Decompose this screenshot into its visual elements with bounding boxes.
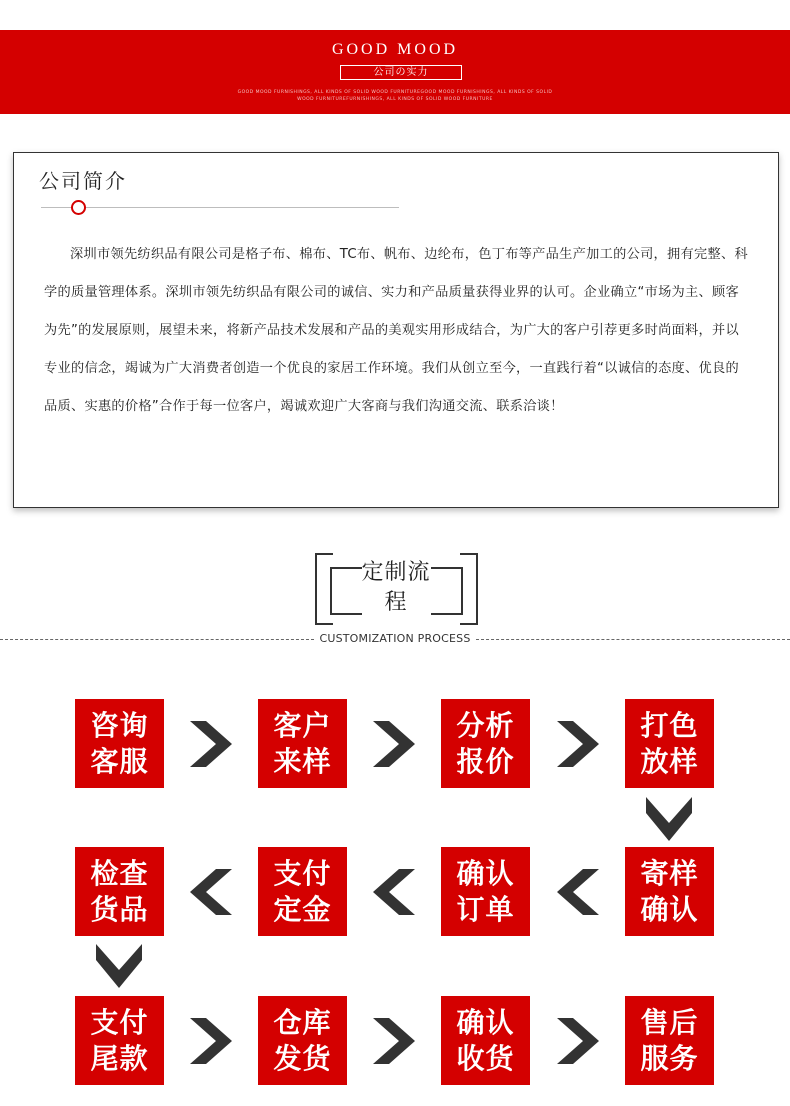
- step-label: 寄样确认: [640, 856, 699, 926]
- step-label: 检查货品: [90, 856, 149, 926]
- step-box-12: [625, 996, 714, 1085]
- step-box-6: [258, 847, 347, 936]
- step-box-4: [625, 699, 714, 788]
- dashed-divider-left: [0, 639, 314, 640]
- brand-name: GOOD MOOD: [331, 41, 459, 58]
- step-label: 售后服务: [640, 1005, 699, 1075]
- top-banner: [0, 30, 790, 114]
- banner-fineprint-line-1: GOOD MOOD FURNISHINGS, ALL KINDS OF SOLID WOOD FURNITUREGOOD MOOD FURNISHINGS, ALL KINDS OF SOLID: [237, 90, 553, 95]
- chevron-right-icon: [190, 721, 232, 767]
- step-box-8: [625, 847, 714, 936]
- intro-title: 公司简介: [39, 169, 127, 193]
- company-intro-card: [13, 152, 779, 508]
- right-inner-bracket: [431, 567, 463, 615]
- chevron-right-icon: [190, 1018, 232, 1064]
- chevron-left-icon: [373, 869, 415, 915]
- step-label: 确认收货: [456, 1005, 515, 1075]
- step-label: 分析报价: [456, 708, 515, 778]
- step-box-3: [441, 699, 530, 788]
- dashed-divider-right: [476, 639, 790, 640]
- step-box-11: [441, 996, 530, 1085]
- step-box-2: [258, 699, 347, 788]
- process-section-title: 定制流程: [361, 560, 431, 615]
- step-box-5: [75, 847, 164, 936]
- step-label: 支付尾款: [90, 1005, 149, 1075]
- chevron-right-icon: [557, 1018, 599, 1064]
- chevron-right-icon: [557, 721, 599, 767]
- step-label: 打色放样: [640, 708, 699, 778]
- chevron-down-icon: [96, 944, 142, 988]
- banner-tagline: 公司の实力: [340, 65, 462, 80]
- chevron-left-icon: [190, 869, 232, 915]
- title-divider-circle-icon: [71, 200, 86, 215]
- step-label: 支付定金: [273, 856, 332, 926]
- process-section-subtitle: CUSTOMIZATION PROCESS: [319, 632, 471, 645]
- chevron-down-icon: [646, 797, 692, 841]
- left-inner-bracket: [330, 567, 362, 615]
- chevron-right-icon: [373, 721, 415, 767]
- step-label: 客户来样: [273, 708, 332, 778]
- chevron-right-icon: [373, 1018, 415, 1064]
- title-divider-line: [41, 207, 399, 208]
- intro-body-text: 深圳市领先纺织品有限公司是格子布、棉布、TC布、帆布、边纶布，色丁布等产品生产加工的公司，拥有完整、科学的质量管理体系。深圳市领先纺织品有限公司的诚信、实力和产品质量获得业界的认可。企业确立“市场为主、顾客为先”的发展原则，展望未来，将新产品技术发展和产品的美观实用形成结合，为广大的客户引荐更多时尚面料，并以专业的信念，竭诚为广大消费者创造一个优良的家居工作环境。我们从创立至今，一直践行着“以诚信的态度、优良的品质、实惠的价格”合作于每一位客户，竭诚欢迎广大客商与我们沟通交流、联系洽谈！: [44, 247, 748, 414]
- step-label: 确认订单: [456, 856, 515, 926]
- step-box-7: [441, 847, 530, 936]
- step-label: 仓库发货: [273, 1005, 332, 1075]
- step-box-1: [75, 699, 164, 788]
- step-label: 咨询客服: [90, 708, 149, 778]
- banner-fineprint-line-2: WOOD FURNITUREFURNISHINGS, ALL KINDS OF SOLID WOOD FURNITURE: [297, 97, 493, 102]
- step-box-9: [75, 996, 164, 1085]
- chevron-left-icon: [557, 869, 599, 915]
- step-box-10: [258, 996, 347, 1085]
